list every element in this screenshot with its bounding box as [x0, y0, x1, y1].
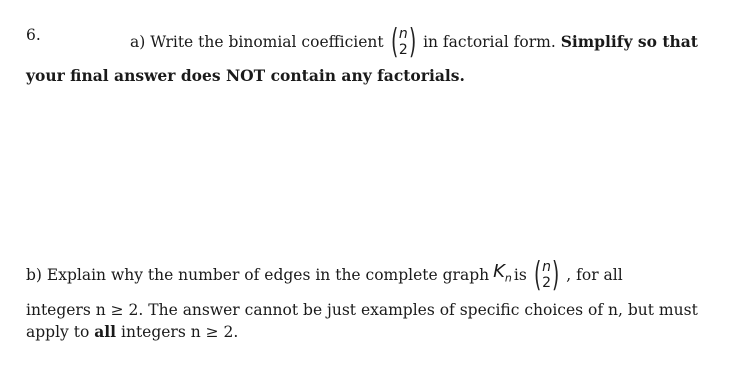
complete-graph-symbol [493, 262, 512, 289]
binomial-coefficient-a [388, 22, 419, 62]
right-paren: ) [408, 22, 417, 62]
question-number: 6. [26, 26, 41, 44]
part-b-line-3 [26, 322, 238, 342]
binomial-stack [542, 259, 551, 291]
left-paren: ( [533, 255, 542, 295]
left-paren: ( [390, 22, 398, 62]
part-b-line-1 [26, 255, 623, 295]
part-b-suffix: , for all [566, 266, 623, 284]
part-a-line-1 [130, 22, 698, 62]
part-b-line-2: integers n ≥ 2. The answer cannot be just examples of specific choices of n, but must [26, 301, 698, 319]
graph-letter: K [493, 260, 505, 282]
part-a-bold-end: your final answer does NOT contain any factorials. [26, 66, 465, 85]
part-a-middle: in factorial form. [423, 33, 556, 51]
binomial-stack [399, 26, 408, 58]
part-a-bold-start: Simplify so that [560, 32, 698, 51]
binomial-bottom: 2 [398, 42, 408, 58]
binomial-top: n [398, 26, 408, 42]
binomial-top: n [542, 259, 551, 275]
graph-subscript: n [504, 271, 512, 285]
part-b-line3-after: integers n ≥ 2. [121, 323, 239, 341]
part-b-line3-before: apply to [26, 323, 90, 341]
right-paren: ) [551, 255, 560, 295]
part-b-is: is [513, 266, 527, 284]
binomial-bottom: 2 [542, 275, 551, 291]
part-b-line3-bold: all [94, 322, 117, 341]
part-a-prefix: a) Write the binomial coefficient [130, 33, 384, 51]
part-b-prefix: b) Explain why the number of edges in the complete graph [26, 266, 490, 284]
binomial-coefficient-b [531, 255, 562, 295]
